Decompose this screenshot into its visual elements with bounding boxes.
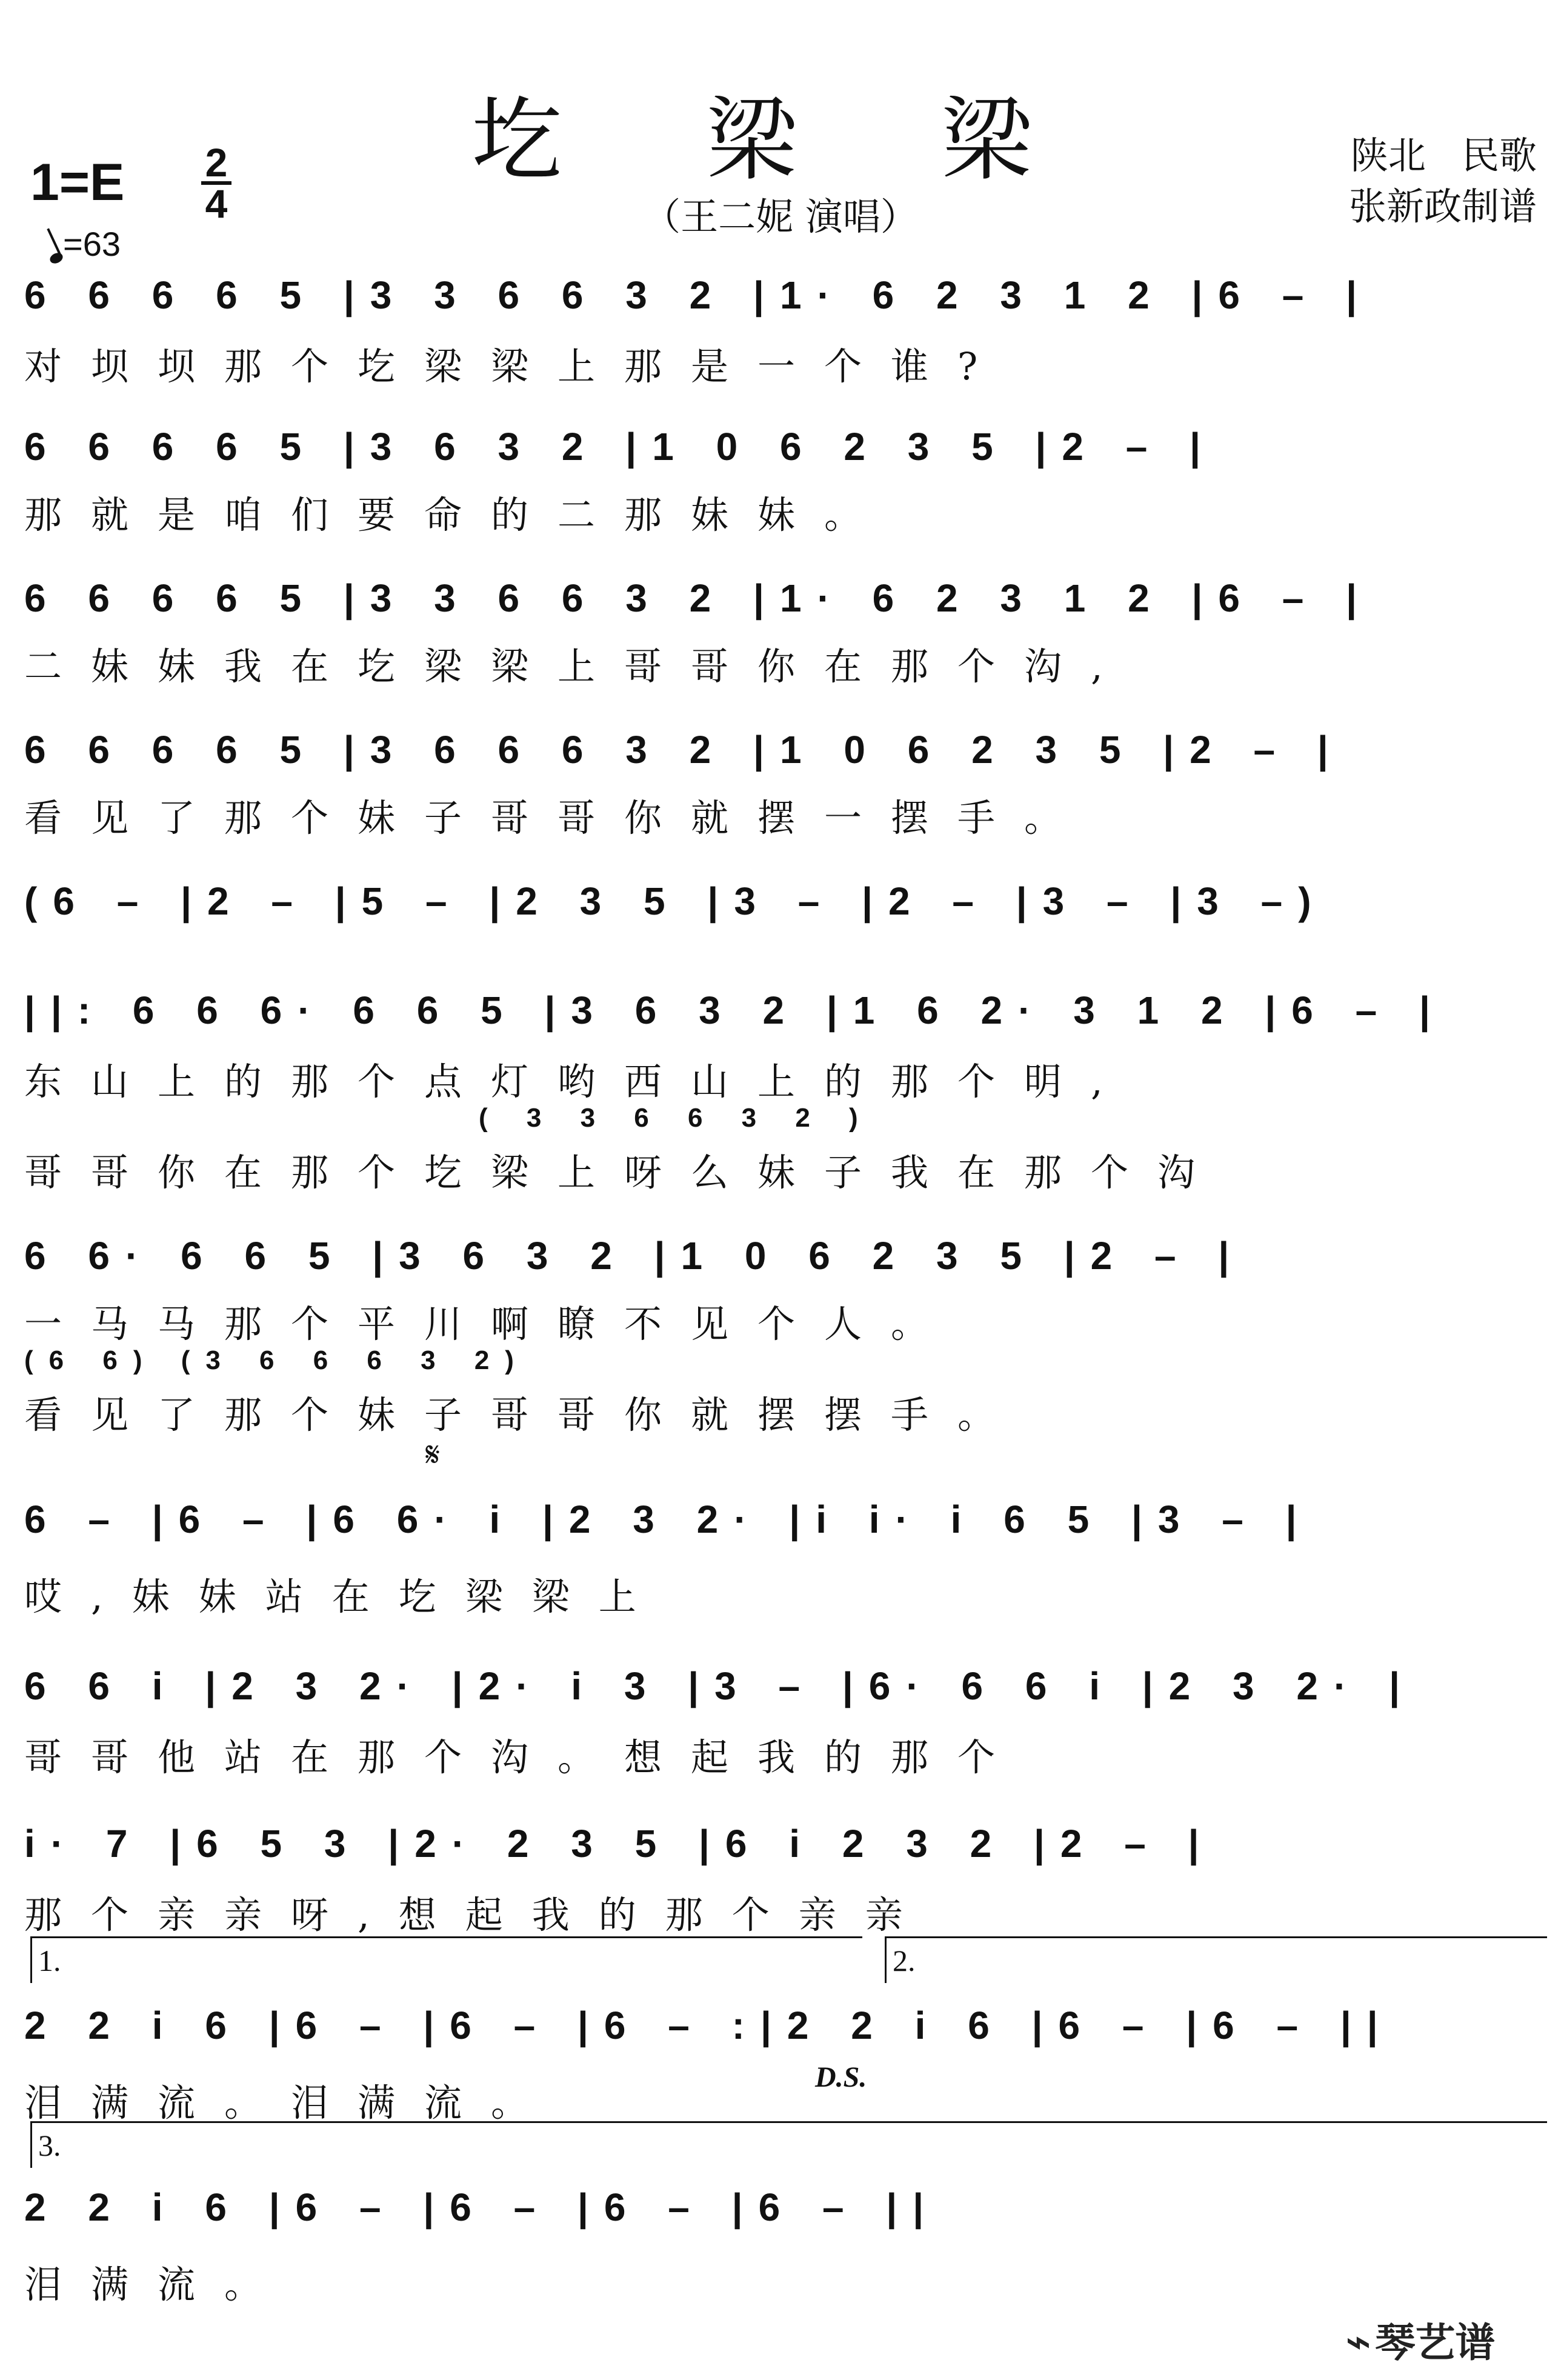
system-10-lyric: 那个亲亲呀,想起我的那个亲亲 — [24, 1893, 932, 1937]
system-7-lyric: 一马马那个平川啊瞭不见个人。 — [24, 1302, 958, 1346]
system-11-notes: 2 2 i 6 |6 – |6 – |6 – :|2 2 i 6 |6 – |6 – || — [24, 2004, 1394, 2047]
system-9-lyric: 哥哥他站在那个沟。想起我的那个 — [24, 1735, 1025, 1779]
tempo-mark — [50, 224, 121, 264]
origin-credit — [1349, 130, 1537, 232]
system-4-lyric: 看见了那个妹子哥哥你就摆一摆手。 — [24, 796, 1091, 840]
volta-2: 2. — [885, 1936, 1547, 1983]
system-3-lyric: 二妹妹我在圪梁梁上哥哥你在那个沟, — [24, 644, 1132, 688]
system-6-lyric2: 哥哥你在那个圪梁上呀么妹子我在那个沟 — [24, 1150, 1225, 1195]
system-2-notes: 6 6 6 6 5 |3 6 3 2 |1 0 6 2 3 5 |2 – | — [24, 425, 1216, 468]
system-8-notes: 6 – |6 – |6 6· i |2 3 2· |i i· i 6 5 |3 – | — [24, 1498, 1313, 1541]
ds-mark: D.S. — [815, 2061, 867, 2093]
system-1-notes: 6 6 6 6 5 |3 3 6 6 3 2 |1· 6 2 3 1 2 |6 – | — [24, 273, 1373, 317]
system-3-notes: 6 6 6 6 5 |3 3 6 6 3 2 |1· 6 2 3 1 2 |6 – | — [24, 576, 1373, 620]
score-subtitle: （王二妮 演唱） — [643, 195, 918, 239]
watermark-text: 琴艺谱 — [1375, 2319, 1496, 2366]
score-title: 圪 梁 梁 — [471, 88, 1090, 193]
system-11-lyric: 泪满流。泪满流。 — [24, 2081, 558, 2125]
system-12-notes: 2 2 i 6 |6 – |6 – |6 – |6 – || — [24, 2185, 940, 2229]
system-9-notes: 6 6 i |2 3 2· |2· i 3 |3 – |6· 6 6 i |2 3 2· | — [24, 1664, 1416, 1708]
system-6-lyric: 东山上的那个点灯哟西山上的那个明, — [24, 1059, 1132, 1104]
system-4-notes: 6 6 6 6 5 |3 6 6 6 3 2 |1 0 6 2 3 5 |2 – | — [24, 728, 1344, 772]
meter-top: 2 — [205, 140, 228, 185]
system-7-alt-notes: (6 6) (3 6 6 6 3 2) — [24, 1345, 530, 1375]
system-2-lyric: 那就是咱们要命的二那妹妹。 — [24, 493, 891, 537]
arranger-label: 张新政制谱 — [1348, 184, 1537, 228]
meter-bottom: 4 — [205, 181, 228, 226]
key-signature: 1=E — [30, 153, 125, 212]
system-1-lyric: 对坝坝那个圪梁梁上那是一个谁? — [24, 344, 1007, 388]
volta-1: 1. — [30, 1936, 862, 1983]
system-6-notes: ||: 6 6 6· 6 6 5 |3 6 3 2 |1 6 2· 3 1 2 |6 – | — [24, 988, 1446, 1032]
system-12-lyric: 泪满流。 — [24, 2262, 291, 2307]
system-6-alt-notes: ( 3 3 6 6 3 2 ) — [479, 1103, 874, 1133]
logo-icon: ⌁ — [1345, 2316, 1372, 2367]
time-signature — [201, 140, 231, 226]
system-7-lyric2: 看见了那个妹子哥哥你就摆摆手。 — [24, 1393, 1025, 1437]
system-10-notes: i· 7 |6 5 3 |2· 2 3 5 |6 i 2 3 2 |2 – | — [24, 1822, 1215, 1865]
system-8-lyric: 哎,妹妹站在圪梁梁上 — [24, 1575, 665, 1619]
tempo-value: =63 — [63, 225, 121, 263]
volta-3: 3. — [30, 2121, 1547, 2168]
system-5-notes: (6 – |2 – |5 – |2 3 5 |3 – |2 – |3 – |3 –) — [24, 879, 1327, 923]
origin-label: 陕北 民歌 — [1350, 133, 1537, 178]
quarter-note-icon — [48, 251, 65, 265]
segno-mark: 𝄋 — [425, 1435, 441, 1475]
watermark-logo — [1345, 2310, 1495, 2368]
system-7-notes: 6 6· 6 6 5 |3 6 3 2 |1 0 6 2 3 5 |2 – | — [24, 1234, 1245, 1278]
